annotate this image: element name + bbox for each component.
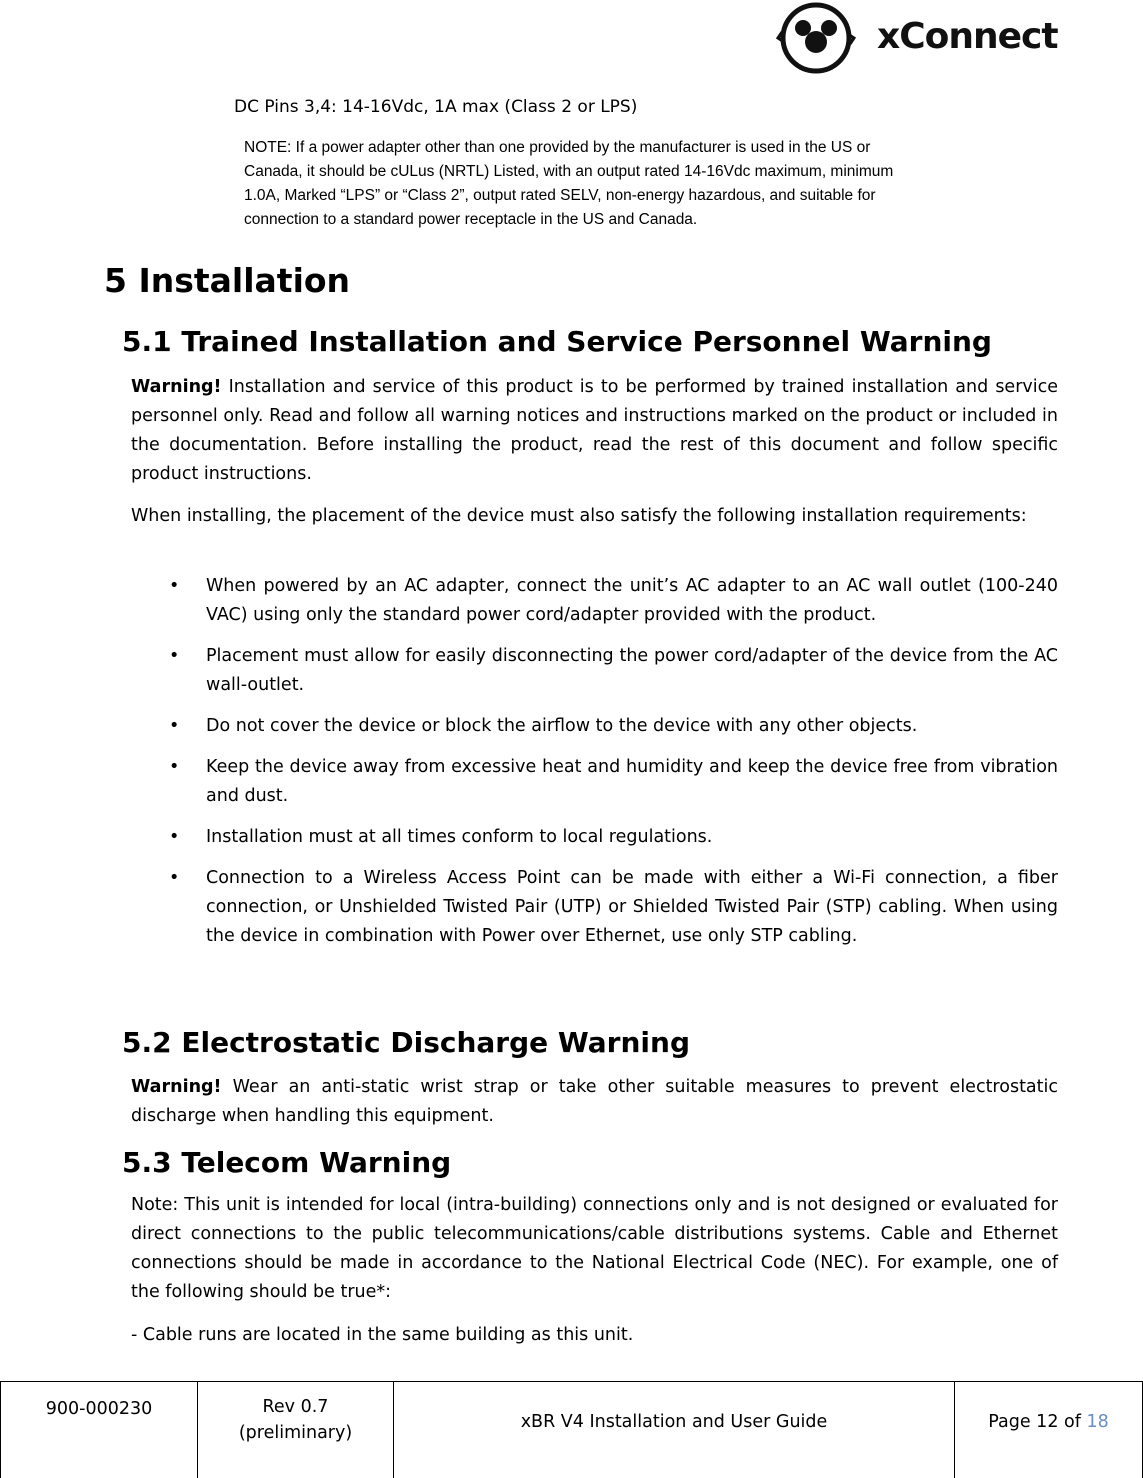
note-line: NOTE: If a power adapter other than one provided by the manufacturer is used in the US or bbox=[244, 139, 871, 156]
footer-page-number bbox=[955, 1382, 1143, 1478]
bullet-icon: • bbox=[169, 757, 180, 777]
footer-doc-number: 900-000230 bbox=[0, 1382, 198, 1478]
list-item: • Installation must at all times conform to local regulations. bbox=[160, 823, 1058, 852]
section-5-1-warning bbox=[131, 373, 1058, 489]
section-5-1-heading: 5.1 Trained Installation and Service Personnel Warning bbox=[122, 325, 992, 358]
revision-status: (preliminary) bbox=[238, 1423, 353, 1443]
section-5-3-item: - Cable runs are located in the same building as this unit. bbox=[131, 1325, 634, 1345]
list-item: • Keep the device away from excessive heat and humidity and keep the device free from vibration and dust. bbox=[160, 753, 1058, 811]
mickey-logo-icon bbox=[776, 2, 860, 74]
bullet-icon: • bbox=[169, 646, 180, 666]
bullet-icon: • bbox=[169, 868, 180, 888]
warning-label: Warning! bbox=[131, 1077, 222, 1097]
warning-text: Installation and service of this product is to be performed by trained installation and service personnel only. Read and follow all warning notices and instructions marked on the product or included in the documentation. Before installing the product, read the rest of this document and follow specific product instructions. bbox=[131, 377, 1058, 484]
list-item: • When powered by an AC adapter, connect the unit’s AC adapter to an AC wall outlet (100-240 VAC) using only the standard power cord/adapter provided with the product. bbox=[160, 572, 1058, 630]
installation-requirements-intro: When installing, the placement of the device must also satisfy the following installation requirements: bbox=[131, 506, 1027, 526]
list-item: • Connection to a Wireless Access Point can be made with either a Wi-Fi connection, a fiber connection, or Unshielded Twisted Pair (UTP) or Shielded Twisted Pair (STP) cabling. When using the device in combination with Power over Ethernet, use only STP cabling. bbox=[160, 864, 1058, 951]
page-total: 18 bbox=[1086, 1412, 1109, 1432]
section-5-2-warning bbox=[131, 1073, 1058, 1131]
page-footer bbox=[0, 1381, 1143, 1478]
warning-text: Wear an anti-static wrist strap or take other suitable measures to prevent electrostatic discharge when handling this equipment. bbox=[131, 1077, 1058, 1126]
list-item: • Placement must allow for easily disconnecting the power cord/adapter of the device from the AC wall-outlet. bbox=[160, 642, 1058, 700]
logo-text: xConnect bbox=[877, 16, 1058, 57]
section-5-3-heading: 5.3 Telecom Warning bbox=[122, 1146, 452, 1179]
bullet-icon: • bbox=[169, 827, 180, 847]
dc-pins-spec: DC Pins 3,4: 14-16Vdc, 1A max (Class 2 or LPS) bbox=[234, 97, 638, 117]
section-5-heading: 5 Installation bbox=[104, 261, 351, 300]
footer-revision bbox=[198, 1382, 394, 1478]
warning-label: Warning! bbox=[131, 377, 222, 397]
bullet-icon: • bbox=[169, 576, 180, 596]
footer-doc-title: xBR V4 Installation and User Guide bbox=[394, 1382, 955, 1478]
note-line: connection to a standard power receptacle in the US and Canada. bbox=[244, 211, 698, 228]
power-adapter-note bbox=[244, 136, 1044, 232]
revision-number: Rev 0.7 bbox=[262, 1397, 329, 1417]
list-item: • Do not cover the device or block the airflow to the device with any other objects. bbox=[160, 712, 1058, 741]
requirements-list bbox=[160, 572, 1058, 963]
section-5-3-note: Note: This unit is intended for local (intra-building) connections only and is not designed or evaluated for direct connections to the public telecommunications/cable distributions systems. Cable and Ethernet connections should be made in accordance to the National Electrical Code (NEC). For example, one of the following should be true*: bbox=[131, 1195, 1058, 1302]
bullet-icon: • bbox=[169, 716, 180, 736]
note-line: 1.0A, Marked “LPS” or “Class 2”, output rated SELV, non-energy hazardous, and suitable for bbox=[244, 187, 876, 204]
note-line: Canada, it should be cULus (NRTL) Listed, with an output rated 14-16Vdc maximum, minimum bbox=[244, 163, 894, 180]
section-5-2-heading: 5.2 Electrostatic Discharge Warning bbox=[122, 1026, 690, 1059]
xconnect-logo bbox=[776, 2, 1056, 74]
page-prefix: Page 12 of bbox=[988, 1412, 1087, 1432]
